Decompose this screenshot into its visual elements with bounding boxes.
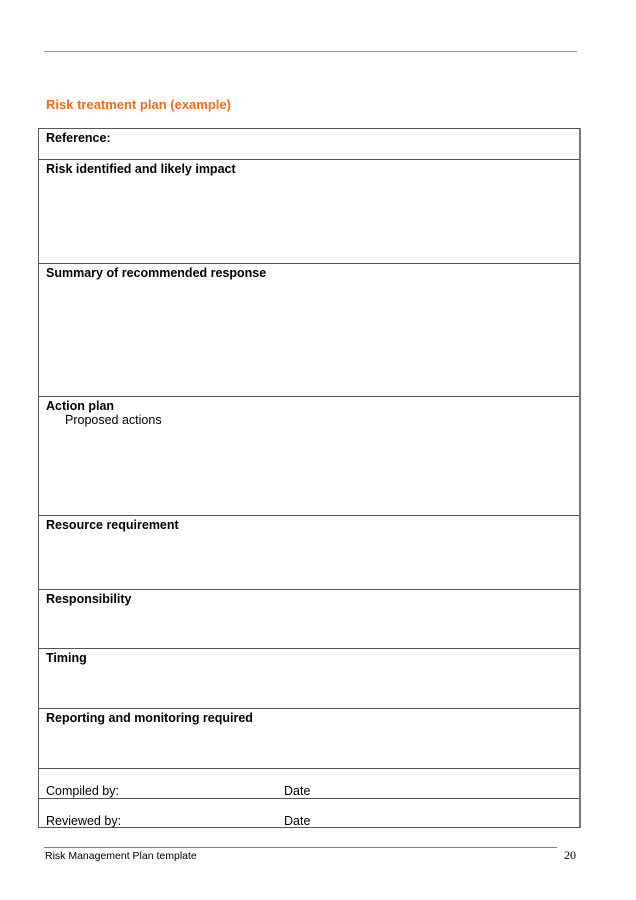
row-label: Action plan	[46, 399, 115, 413]
row-label: Reference:	[46, 131, 111, 145]
reviewed-date-label: Date	[284, 814, 311, 828]
page-number: 20	[564, 848, 576, 862]
table-row-reporting	[39, 708, 579, 768]
row-sublabel: Proposed actions	[65, 413, 162, 427]
table-row-compiled-by	[39, 768, 579, 798]
footer-text: Risk Management Plan template	[45, 850, 197, 862]
row-label: Summary of recommended response	[46, 266, 267, 280]
reviewed-by-label: Reviewed by:	[46, 814, 122, 828]
row-label: Responsibility	[46, 592, 132, 606]
header-rule	[44, 51, 577, 52]
row-label: Timing	[46, 651, 87, 665]
table-row-timing	[39, 648, 579, 708]
table-row-responsibility	[39, 589, 579, 648]
footer-rule	[44, 847, 557, 848]
row-label: Resource requirement	[46, 518, 179, 532]
table-row-summary	[39, 263, 579, 396]
table-row-resource	[39, 515, 579, 589]
page-title: Risk treatment plan (example)	[46, 97, 231, 112]
compiled-by-label: Compiled by:	[46, 784, 119, 798]
table-row-reviewed-by	[39, 798, 579, 827]
compiled-date-label: Date	[284, 784, 311, 798]
row-label: Reporting and monitoring required	[46, 711, 253, 725]
table-row-risk-identified	[39, 159, 579, 263]
table-row-action-plan	[39, 396, 579, 515]
risk-treatment-table	[38, 128, 581, 828]
row-label: Risk identified and likely impact	[46, 162, 236, 176]
table-row-reference	[39, 129, 579, 159]
